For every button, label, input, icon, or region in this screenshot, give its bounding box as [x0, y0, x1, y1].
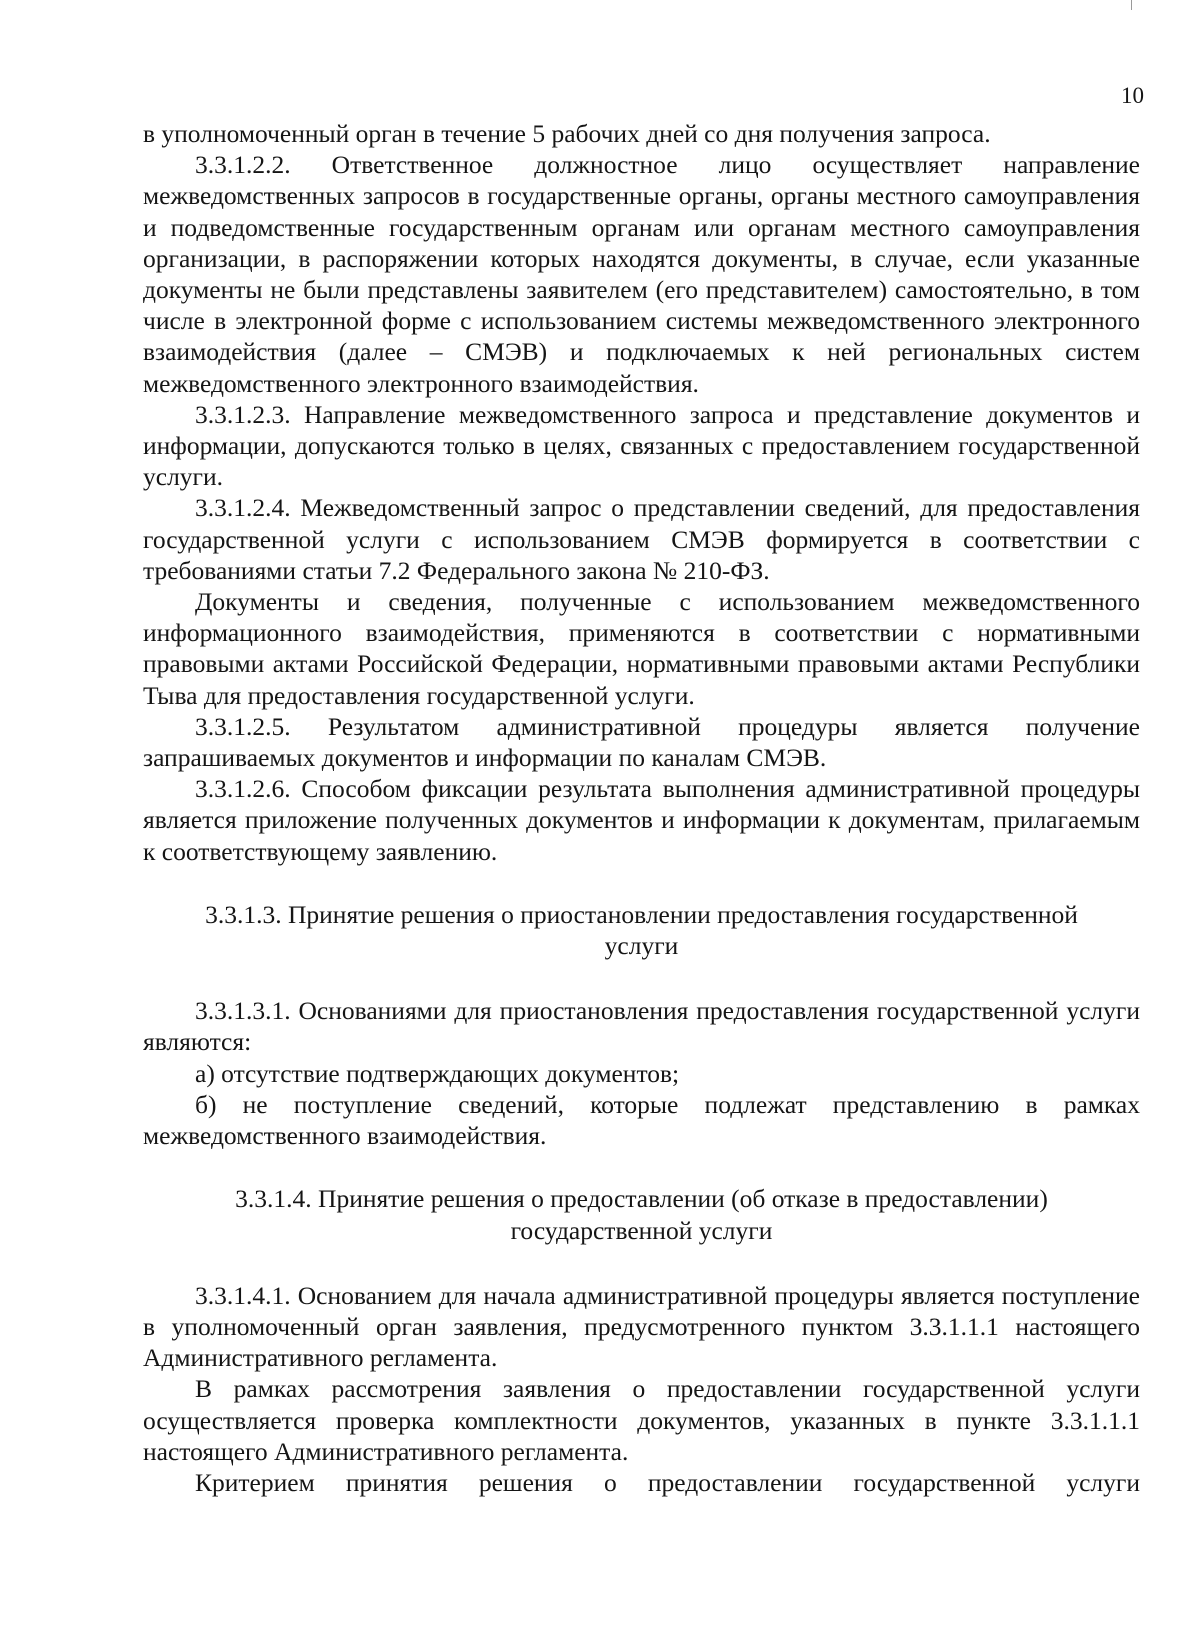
spacer [143, 867, 1140, 899]
scan-edge-mark [1131, 0, 1132, 10]
section-heading-3-3-1-4-line2: государственной услуги [510, 1215, 773, 1245]
section-heading-3-3-1-3-line2: услуги [604, 931, 679, 961]
paragraph-3-3-1-2-5: 3.3.1.2.5. Результатом административной процедуры является получение запрашиваемых документов и информации по каналам СМЭВ. [143, 711, 1140, 773]
section-heading-3-3-1-4-line1: 3.3.1.4. Принятие решения о предоставлении (об отказе в предоставлении) [235, 1184, 1048, 1214]
spacer [143, 1246, 1140, 1280]
paragraph-3-3-1-4-1: 3.3.1.4.1. Основанием для начала административной процедуры является поступление в уполномоченный орган заявления, предусмотренного пунктом 3.3.1.1.1 настоящего Административного регламента. [143, 1280, 1140, 1373]
page-number: 10 [1121, 83, 1144, 108]
spacer [143, 961, 1140, 995]
section-heading-3-3-1-3 [143, 899, 1140, 961]
paragraph-documents-info: Документы и сведения, полученные с использованием межведомственного информационного взаимодействия, применяются в соответствии с нормативными правовыми актами Российской Федерации, нормативными правовыми актами Республики Тыва для предоставления государственной услуги. [143, 587, 1140, 710]
paragraph-3-3-1-2-3: 3.3.1.2.3. Направление межведомственного запроса и представление документов и информации, допускаются только в целях, связанных с предоставлением государственной услуги. [143, 399, 1140, 492]
paragraph-criterion: Критерием принятия решения о предоставлении государственной услуги [195, 1467, 1140, 1497]
section-heading-3-3-1-4 [143, 1183, 1140, 1245]
paragraph-3-3-1-2-6: 3.3.1.2.6. Способом фиксации результата выполнения административной процедуры является приложение полученных документов и информации к документам, прилагаемым к соответствующему заявлению. [143, 774, 1140, 866]
paragraph-3-3-1-2-2: 3.3.1.2.2. Ответственное должностное лицо осуществляет направление межведомственных запросов в государственные органы, органы местного самоуправления и подведомственные государственным органам или органам местного самоуправления организации, в распоряжении которых находятся документы, в случае, если указанные документы не были представлены заявителем (его представителем) самостоятельно, в том числе в электронной форме с использованием системы межведомственного электронного взаимодействия (далее – СМЭВ) и подключаемых к ней региональных систем межведомственного электронного взаимодействия. [143, 150, 1140, 398]
paragraph-3-3-1-3-1: 3.3.1.3.1. Основаниями для приостановления предоставления государственной услуги являются: [143, 996, 1140, 1057]
paragraph-continuation: в уполномоченный орган в течение 5 рабочих дней со дня получения запроса. [143, 119, 991, 148]
spacer [143, 1151, 1140, 1183]
section-heading-3-3-1-3-line1: 3.3.1.3. Принятие решения о приостановлении предоставления государственной [205, 899, 1078, 929]
paragraph-review-application: В рамках рассмотрения заявления о предоставлении государственной услуги осуществляется проверка комплектности документов, указанных в пункте 3.3.1.1.1 настоящего Административного регламента. [143, 1374, 1140, 1466]
list-item-a: а) отсутствие подтверждающих документов; [195, 1058, 680, 1088]
paragraph-3-3-1-2-4: 3.3.1.2.4. Межведомственный запрос о представлении сведений, для предоставления государственной услуги с использованием СМЭВ формируется в соответствии с требованиями статьи 7.2 Федерального закона № 210-ФЗ. [143, 493, 1140, 585]
document-body [143, 118, 1140, 1498]
list-item-b: б) не поступление сведений, которые подлежат представлению в рамках межведомственного взаимодействия. [143, 1089, 1140, 1151]
